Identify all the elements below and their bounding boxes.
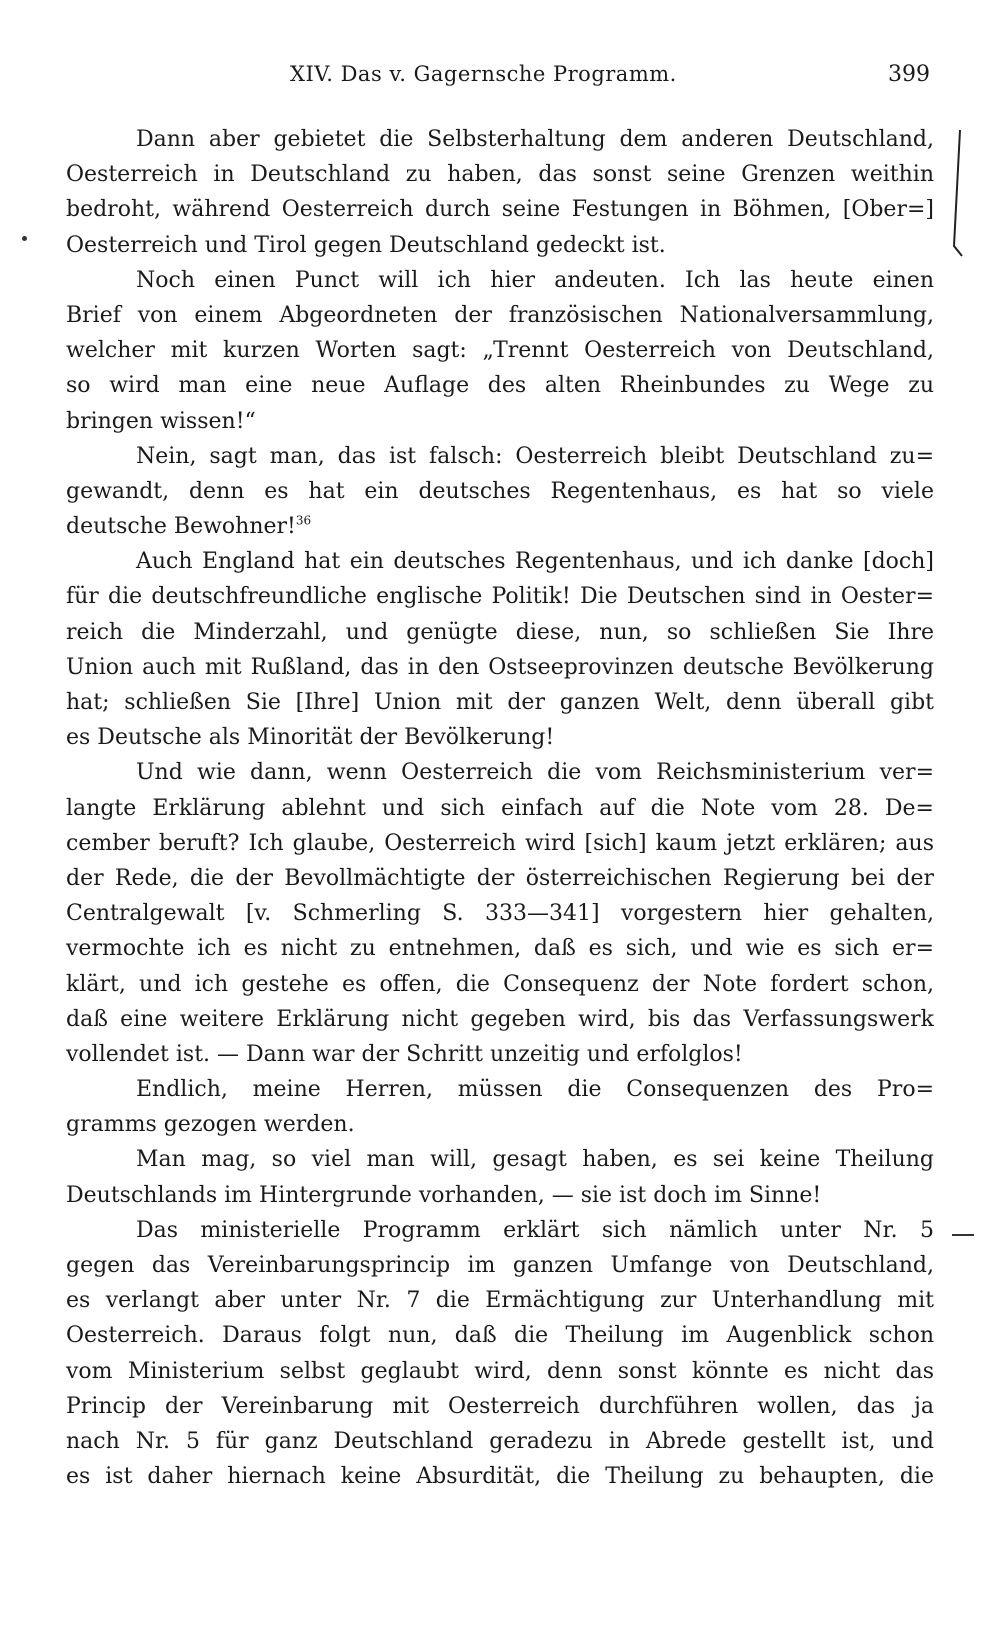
text-line: es verlangt aber unter Nr. 7 die Ermächtigung zur Unterhandlung mit — [66, 1288, 934, 1314]
text-line: Princip der Vereinbarung mit Oesterreich durchführen wollen, das ja — [66, 1393, 934, 1419]
text-line: cember beruft? Ich glaube, Oesterreich wird [sich] kaum jetzt erklären; aus — [66, 830, 934, 856]
text-line: Endlich, meine Herren, müssen die Consequenzen des Pro= — [136, 1077, 934, 1103]
text-line: Man mag, so viel man will, gesagt haben, es sei keine Theilung — [136, 1147, 934, 1173]
margin-bracket-mark — [948, 128, 978, 258]
text-line: Brief von einem Abgeordneten der französischen Nationalversammlung, — [66, 302, 934, 328]
text-line: so wird man eine neue Auflage des alten Rheinbundes zu Wege zu — [66, 373, 934, 399]
text-line: Union auch mit Rußland, das in den Ostseeprovinzen deutsche Bevölkerung — [66, 654, 934, 680]
text-line: gewandt, denn es hat ein deutsches Regentenhaus, es hat so viele — [66, 478, 934, 504]
text-line: für die deutschfreundliche englische Politik! Die Deutschen sind in Oester= — [66, 584, 934, 610]
text-line: Deutschlands im Hintergrunde vorhanden, — sie ist doch im Sinne! — [66, 1182, 822, 1208]
text-line: bringen wissen!“ — [66, 408, 256, 434]
text-line: Oesterreich in Deutschland zu haben, das sonst seine Grenzen weithin — [66, 162, 934, 188]
running-title: XIV. Das v. Gagernsche Programm. — [290, 62, 677, 86]
body-text — [66, 122, 934, 1494]
running-header — [290, 62, 930, 98]
text-line: vom Ministerium selbst geglaubt wird, denn sonst könnte es nicht das — [66, 1358, 934, 1384]
text-line: Noch einen Punct will ich hier andeuten. Ich las heute einen — [136, 267, 934, 293]
text-line: langte Erklärung ablehnt und sich einfach auf die Note vom 28. De= — [66, 795, 934, 821]
text-line: vermochte ich es nicht zu entnehmen, daß es sich, und wie es sich er= — [66, 936, 934, 962]
text-line: es ist daher hiernach keine Absurdität, die Theilung zu behaupten, die — [66, 1464, 934, 1490]
text-line: deutsche Bewohner! — [66, 514, 296, 540]
text-line-with-footnote — [66, 509, 934, 544]
text-line: gegen das Vereinbarungsprincip im ganzen Umfange von Deutschland, — [66, 1253, 934, 1278]
text-line: reich die Minderzahl, und genügte diese, nun, so schließen Sie Ihre — [66, 619, 934, 645]
footnote-marker: 36 — [295, 513, 312, 528]
text-line: klärt, und ich gestehe es offen, die Consequenz der Note fordert schon, — [66, 971, 934, 997]
margin-dash-mark — [952, 1234, 974, 1236]
text-line: Oesterreich und Tirol gegen Deutschland gedeckt ist. — [66, 232, 666, 258]
page-number: 399 — [888, 62, 930, 87]
text-line: bedroht, während Oesterreich durch seine Festungen in Böhmen, [Ober=] — [66, 197, 934, 223]
text-line: nach Nr. 5 für ganz Deutschland geradezu in Abrede gestellt ist, und — [66, 1428, 934, 1454]
text-line: Auch England hat ein deutsches Regentenhaus, und ich danke [doch] — [136, 549, 934, 575]
text-line: Und wie dann, wenn Oesterreich die vom Reichsministerium ver= — [136, 760, 934, 786]
text-line: der Rede, die der Bevollmächtigte der österreichischen Regierung bei der — [66, 865, 934, 891]
text-line: Das ministerielle Programm erklärt sich nämlich unter Nr. 5 — [136, 1217, 934, 1243]
text-line: Nein, sagt man, das ist falsch: Oesterreich bleibt Deutschland zu= — [136, 443, 934, 469]
text-line: Oesterreich. Daraus folgt nun, daß die Theilung im Augenblick schon — [66, 1323, 934, 1349]
text-line: welcher mit kurzen Worten sagt: „Trennt Oesterreich von Deutschland, — [66, 338, 934, 364]
margin-dot-mark — [22, 236, 27, 241]
text-line: daß eine weitere Erklärung nicht gegeben wird, bis das Verfassungswerk — [66, 1006, 934, 1032]
text-line: hat; schließen Sie [Ihre] Union mit der ganzen Welt, denn überall gibt — [66, 690, 934, 715]
text-line: es Deutsche als Minorität der Bevölkerung! — [66, 725, 555, 751]
text-line: gramms gezogen werden. — [66, 1112, 355, 1138]
text-line: Centralgewalt [v. Schmerling S. 333—341] vorgestern hier gehalten, — [66, 901, 934, 927]
text-line: Dann aber gebietet die Selbsterhaltung dem anderen Deutschland, — [136, 127, 934, 152]
text-line: vollendet ist. — Dann war der Schritt unzeitig und erfolglos! — [66, 1041, 743, 1067]
